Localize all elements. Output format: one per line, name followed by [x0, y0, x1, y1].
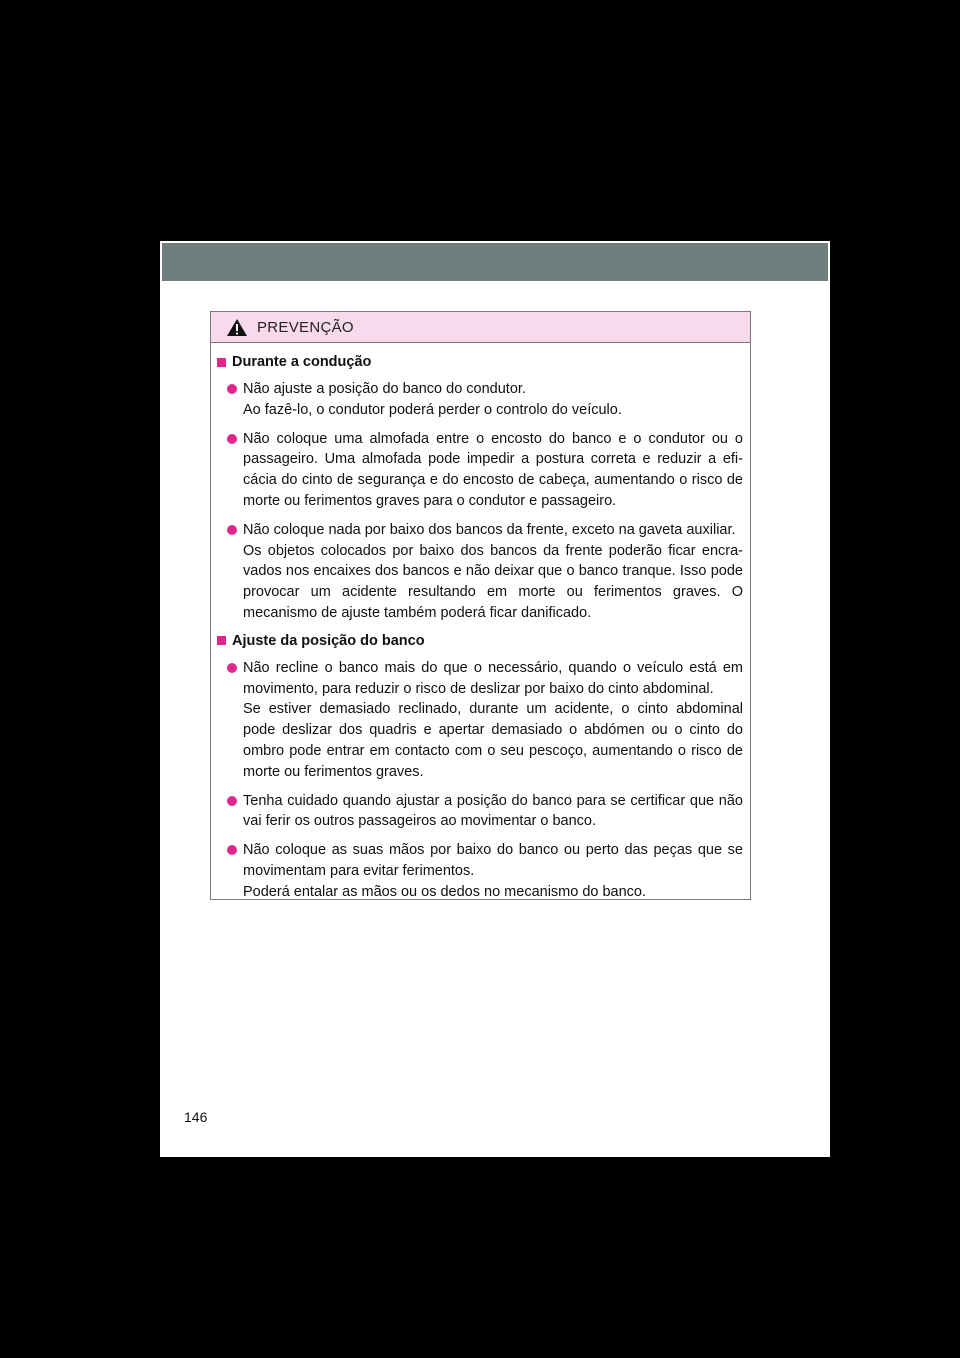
bullet-paragraph: Não ajuste a posição do banco do condutor. [243, 381, 526, 397]
warning-box [210, 311, 751, 900]
bullet-text [243, 520, 743, 624]
bullet-paragraph: Não recline o banco mais do que o necessário, quando o veículo está em movimento, para reduzir o risco de deslizar por baixo do cinto abdominal. [243, 659, 743, 697]
section-heading-text: Durante a condução [232, 354, 372, 370]
round-bullet-icon [227, 845, 237, 855]
bullet-text [243, 791, 743, 833]
manual-page [160, 241, 830, 1157]
bullet-paragraph: Ao fazê-lo, o condutor poderá perder o controlo do veículo. [243, 401, 622, 418]
warning-section [217, 632, 743, 903]
page-number: 146 [184, 1109, 208, 1125]
warning-section [217, 353, 743, 624]
bullet-text [243, 379, 622, 421]
bullet-item [227, 840, 743, 902]
square-bullet-icon [217, 636, 226, 645]
bullet-item [227, 658, 743, 783]
warning-title: PREVENÇÃO [257, 318, 354, 336]
warning-triangle-icon [226, 318, 248, 337]
bullet-item [227, 379, 743, 421]
round-bullet-icon [227, 525, 237, 535]
warning-header [211, 312, 750, 343]
square-bullet-icon [217, 358, 226, 367]
bullet-text [243, 429, 743, 512]
round-bullet-icon [227, 663, 237, 673]
bullet-item [227, 429, 743, 512]
round-bullet-icon [227, 434, 237, 444]
bullet-paragraph: Tenha cuidado quando ajustar a posição do banco para se certificar que não vai ferir os outros passageiros ao movimentar o banco. [243, 792, 743, 830]
round-bullet-icon [227, 796, 237, 806]
bullet-paragraph: Poderá entalar as mãos ou os dedos no mecanismo do banco. [243, 883, 647, 900]
bullet-text [243, 840, 743, 902]
bullet-paragraph: Os objetos colocados por baixo dos bancos da frente poderão ficar encravados nos encaixes dos bancos e não deixar que o banco tranque. Isso pode provocar um acidente resultando em morte ou ferimentos graves. O mecanismo de ajuste também poderá ficar danificado. [243, 542, 743, 621]
bullet-paragraph: Se estiver demasiado reclinado, durante um acidente, o cinto abdominal pode deslizar dos quadris e apertar demasiado o abdómen ou o cinto do ombro pode entrar em contacto com o seu pescoço, aumentando o risco de morte ou ferimentos graves. [243, 701, 743, 780]
bullet-item [227, 791, 743, 833]
round-bullet-icon [227, 384, 237, 394]
section-heading-text: Ajuste da posição do banco [232, 632, 425, 649]
header-bar [162, 243, 828, 281]
section-heading [217, 353, 743, 371]
bullet-paragraph: Não coloque uma almofada entre o encosto do banco e o condutor ou o passageiro. Uma almofada pode impedir a postura correta e reduzir a eficácia do cinto de segurança e do encosto de cabeça, aumentando o risco de morte ou ferimentos graves para o condutor e passageiro. [243, 430, 743, 509]
bullet-paragraph: Não coloque as suas mãos por baixo do banco ou perto das peças que se movimentam para evitar ferimentos. [243, 842, 743, 879]
section-heading [217, 632, 743, 650]
bullet-item [227, 520, 743, 624]
bullet-paragraph: Não coloque nada por baixo dos bancos da frente, exceto na gaveta auxiliar. [243, 521, 736, 538]
warning-body [211, 343, 750, 903]
bullet-text [243, 658, 743, 783]
